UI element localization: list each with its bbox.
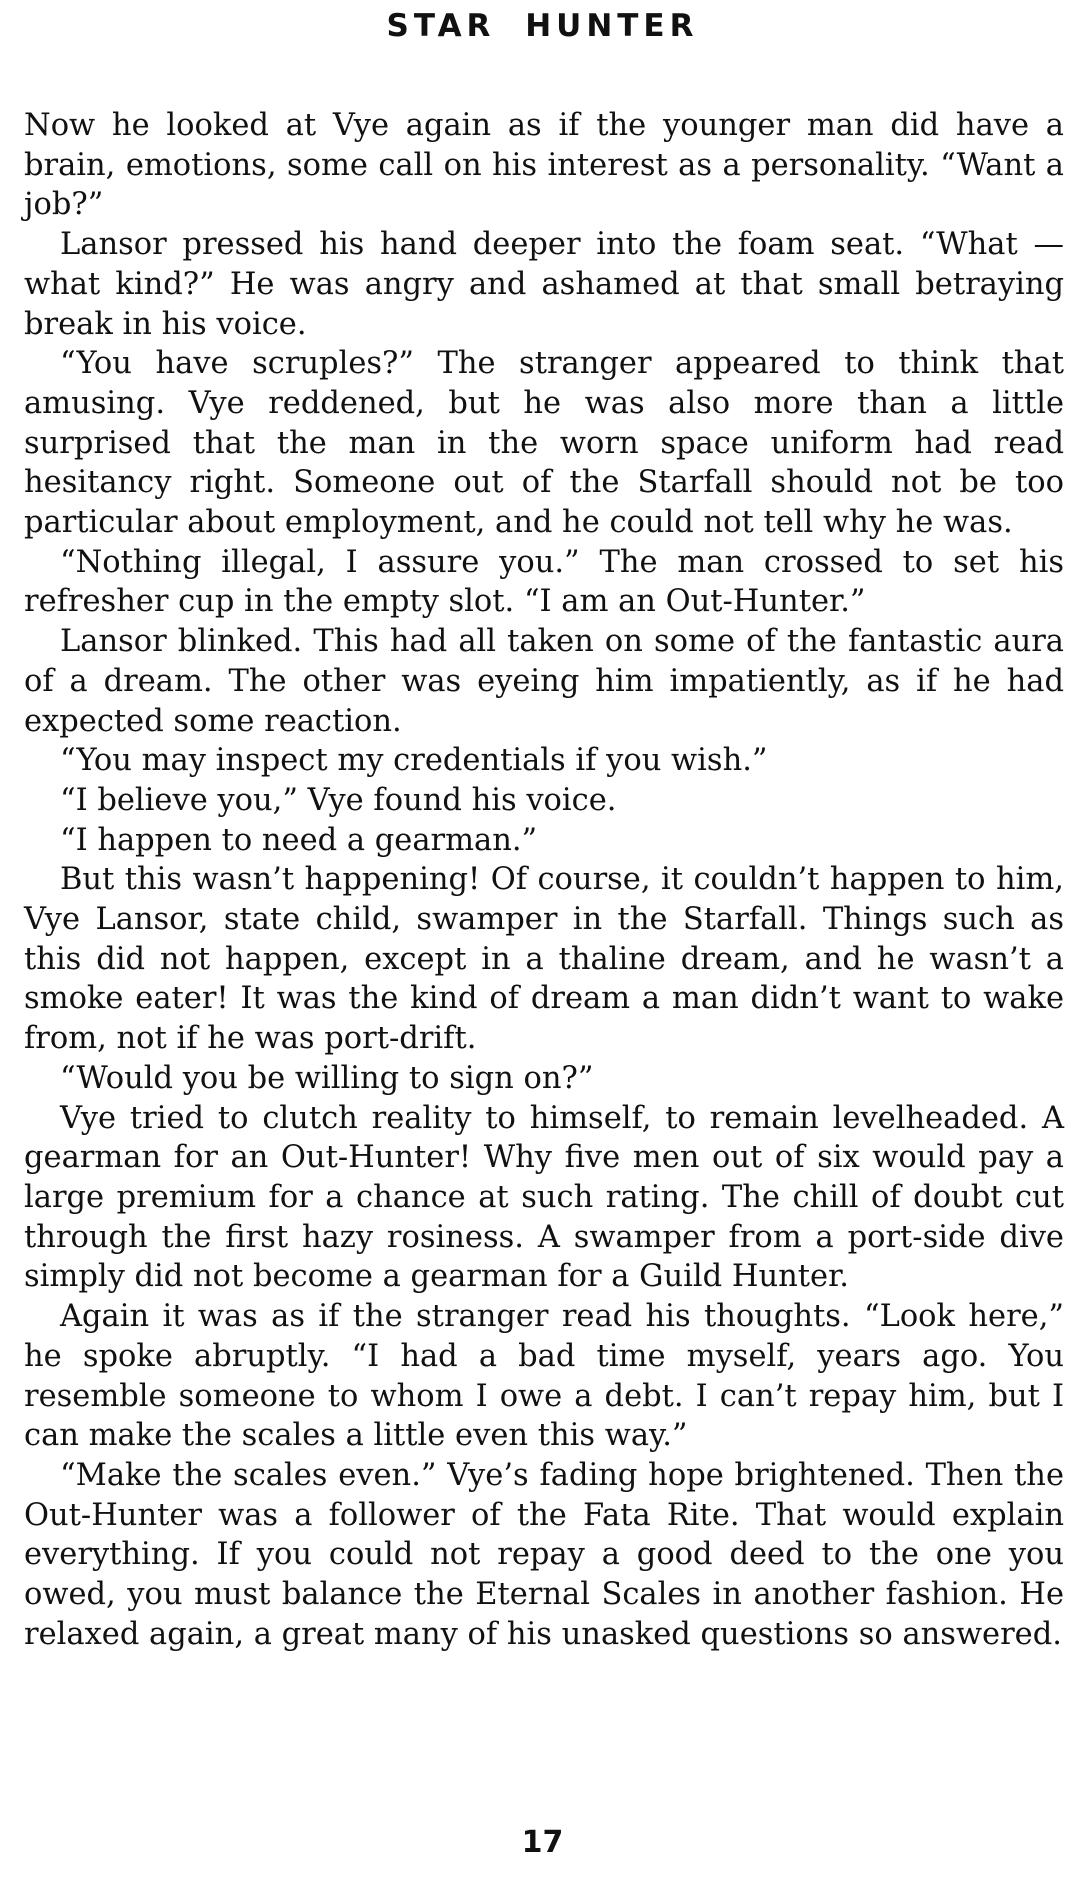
running-head: STAR HUNTER [386, 8, 699, 44]
paragraph: “I believe you,” Vye found his voice. [60, 782, 617, 818]
paragraph: “Make the scales even.” Vye’s fading hope brightened. Then the Out-Hunter was a follower of the Fata Rite. That would explain everything. If you could not repay a good deed to the one you owed, you must balance the Eternal Scales in another fashion. He relaxed again, a great many of his unasked questions so answered. [24, 1457, 1064, 1652]
paragraph: Lansor blinked. This had all taken on some of the fantastic aura of a dream. The other was eyeing him impatiently, as if he had expected some reaction. [24, 624, 1064, 739]
body-text [24, 106, 1064, 1654]
paragraph: “Nothing illegal, I assure you.” The man crossed to set his refresher cup in the empty slot. “I am an Out-Hunter.” [24, 544, 1064, 620]
paragraph: Vye tried to clutch reality to himself, to remain levelheaded. A gearman for an Out-Hunter! Why five men out of six would pay a large premium for a chance at such rating. The chill of doubt cut through the first hazy rosiness. A swamper from a port-side dive simply did not become a gearman for a Guild Hunter. [24, 1100, 1064, 1295]
paragraph: But this wasn’t happening! Of course, it couldn’t happen to him, Vye Lansor, state child, swamper in the Starfall. Things such as this did not happen, except in a thaline dream, and he wasn’t a smoke eater! It was the kind of dream a man didn’t want to wake from, not if he was port-drift. [24, 862, 1064, 1057]
paragraph: Now he looked at Vye again as if the younger man did have a brain, emotions, some call on his interest as a personality. “Want a job?” [24, 108, 1064, 223]
paragraph: “You have scruples?” The stranger appeared to think that amusing. Vye reddened, but he was also more than a little surprised that the man in the worn space uniform had read hesitancy right. Someone out of the Starfall should not be too particular about employment, and he could not tell why he was. [24, 346, 1064, 541]
page-number: 17 [521, 1825, 564, 1860]
paragraph: “I happen to need a gearman.” [60, 822, 538, 858]
paragraph: “Would you be willing to sign on?” [60, 1060, 594, 1096]
paragraph: Lansor pressed his hand deeper into the foam seat. “What —what kind?” He was angry and ashamed at that small betraying break in his voice. [24, 227, 1064, 342]
paragraph: “You may inspect my credentials if you wish.” [60, 743, 768, 779]
paragraph: Again it was as if the stranger read his thoughts. “Look here,” he spoke abruptly. “I had a bad time myself, years ago. You resemble someone to whom I owe a debt. I can’t repay him, but I can make the scales a little even this way.” [24, 1299, 1064, 1454]
